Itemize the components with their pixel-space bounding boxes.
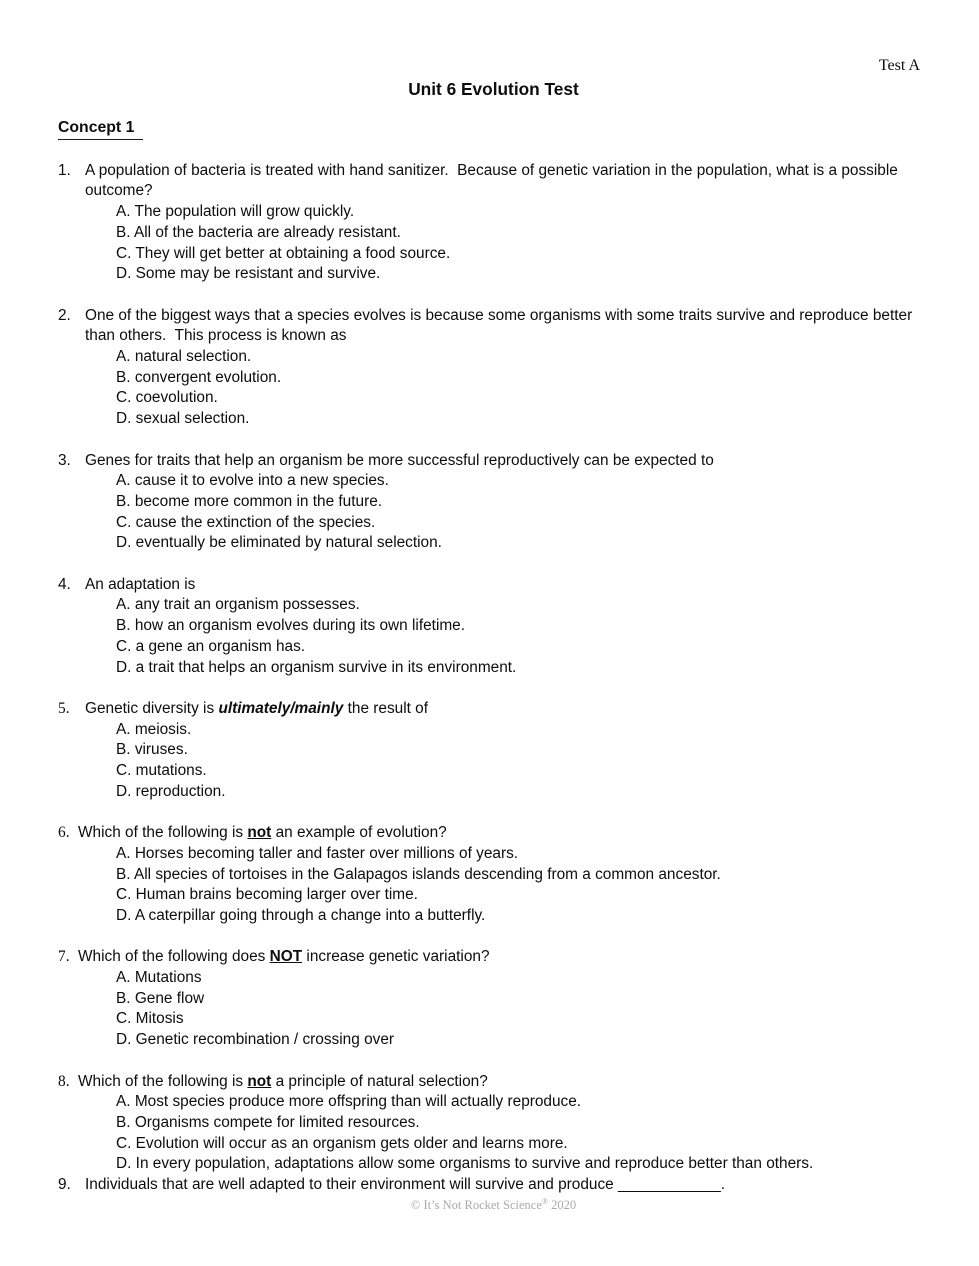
question-text	[85, 451, 929, 472]
answer-option-d: D. Genetic recombination / crossing over	[116, 1031, 395, 1049]
question-8-stem	[58, 1072, 929, 1093]
question-text-run: the result of	[343, 699, 429, 717]
question-8	[58, 1072, 929, 1176]
question-text-run: .	[720, 1176, 725, 1194]
answer-option-c: C. They will get better at obtaining a food source.	[116, 244, 451, 262]
answer-option-b: B. All of the bacteria are already resistant.	[116, 223, 401, 241]
question-number: 1.	[58, 161, 71, 179]
copyright-text: © It’s Not Rocket Science	[410, 1197, 542, 1212]
question-text-run: A population of bacteria is treated with hand sanitizer. Because of genetic variation in the population, what is a possible outcome?	[85, 161, 903, 200]
answer-option-c: C. a gene an organism has.	[116, 637, 306, 655]
question-6-options	[116, 844, 929, 927]
answer-option-c: C. Human brains becoming larger over time.	[116, 886, 418, 904]
answer-option-a: A. Most species produce more offspring than will actually reproduce.	[116, 1093, 582, 1111]
answer-option-d: D. sexual selection.	[116, 410, 250, 428]
question-text-run: Which of the following is	[78, 1072, 248, 1090]
question-9-stem	[58, 1175, 929, 1196]
question-text-run: Individuals that are well adapted to their environment will survive and produce	[85, 1176, 618, 1194]
question-5-options	[116, 720, 929, 803]
question-number: 3.	[58, 451, 71, 469]
question-6-stem	[58, 823, 929, 844]
question-text-run: Which of the following is	[78, 824, 248, 842]
answer-option-c: C. Evolution will occur as an organism gets older and learns more.	[116, 1134, 568, 1152]
copyright-year: 2020	[547, 1197, 577, 1212]
question-1-stem	[58, 161, 929, 202]
answer-option-a: A. cause it to evolve into a new species.	[116, 472, 389, 490]
question-text	[85, 306, 929, 347]
question-number: 6.	[58, 824, 70, 842]
answer-option-c: C. coevolution.	[116, 389, 218, 407]
fill-in-blank: ____________	[617, 1176, 721, 1194]
question-2	[58, 306, 929, 430]
question-9	[58, 1175, 929, 1196]
copyright-footer	[58, 1198, 929, 1213]
question-2-options	[116, 347, 929, 430]
answer-option-c: C. Mitosis	[116, 1010, 184, 1028]
question-text	[85, 161, 929, 202]
question-text-emphasis: not	[247, 824, 272, 842]
question-text	[85, 575, 929, 596]
answer-option-b: B. viruses.	[116, 741, 188, 759]
section-heading	[58, 117, 929, 140]
question-6	[58, 823, 929, 927]
answer-option-d: D. Some may be resistant and survive.	[116, 265, 381, 283]
question-3	[58, 451, 929, 555]
question-5-stem	[58, 699, 929, 720]
question-text-run: Genes for traits that help an organism be more successful reproductively can be expected to	[85, 451, 714, 469]
question-text-emphasis: NOT	[269, 948, 303, 966]
answer-option-a: A. The population will grow quickly.	[116, 203, 355, 221]
answer-option-b: B. Gene flow	[116, 989, 205, 1007]
answer-option-a: A. meiosis.	[116, 720, 192, 738]
question-number: 4.	[58, 575, 71, 593]
document-title: Unit 6 Evolution Test	[408, 79, 579, 99]
question-text-run: One of the biggest ways that a species evolves is because some organisms with some traits survive and reproduce better than others. This process is known as	[85, 306, 917, 345]
answer-option-b: B. become more common in the future.	[116, 492, 383, 510]
question-text	[78, 1072, 929, 1093]
answer-option-c: C. mutations.	[116, 762, 207, 780]
question-text	[85, 699, 929, 720]
question-number: 2.	[58, 306, 71, 324]
question-3-options	[116, 471, 929, 554]
question-5	[58, 699, 929, 803]
question-number: 9.	[58, 1176, 71, 1194]
question-text-emphasis: ultimately/mainly	[218, 699, 344, 717]
answer-option-d: D. eventually be eliminated by natural selection.	[116, 534, 442, 552]
question-4	[58, 575, 929, 679]
section-heading-text: Concept 1	[58, 117, 143, 140]
question-4-options	[116, 595, 929, 678]
question-1	[58, 161, 929, 285]
answer-option-d: D. In every population, adaptations allow some organisms to survive and reproduce better than others.	[116, 1155, 814, 1173]
question-text	[85, 1175, 929, 1196]
question-text-run: a principle of natural selection?	[271, 1072, 488, 1090]
question-number: 8.	[58, 1072, 70, 1090]
answer-option-a: A. Horses becoming taller and faster over millions of years.	[116, 844, 519, 862]
question-text	[78, 947, 929, 968]
answer-option-b: B. All species of tortoises in the Galapagos islands descending from a common ancestor.	[116, 865, 721, 883]
answer-option-d: D. A caterpillar going through a change into a butterfly.	[116, 906, 486, 924]
answer-option-d: D. a trait that helps an organism survive in its environment.	[116, 658, 517, 676]
question-4-stem	[58, 575, 929, 596]
answer-option-b: B. convergent evolution.	[116, 368, 282, 386]
answer-option-a: A. Mutations	[116, 969, 202, 987]
question-number: 7.	[58, 948, 70, 966]
question-7	[58, 947, 929, 1051]
question-text-emphasis: not	[247, 1072, 272, 1090]
question-8-options	[116, 1092, 929, 1175]
question-text-run: Which of the following does	[78, 948, 270, 966]
answer-option-a: A. any trait an organism possesses.	[116, 596, 360, 614]
answer-option-d: D. reproduction.	[116, 782, 226, 800]
question-2-stem	[58, 306, 929, 347]
question-number: 5.	[58, 699, 70, 717]
answer-option-b: B. how an organism evolves during its own lifetime.	[116, 617, 466, 635]
question-text-run: An adaptation is	[85, 575, 196, 593]
answer-option-a: A. natural selection.	[116, 348, 252, 365]
question-1-options	[116, 202, 929, 285]
registered-trademark-symbol: ®	[541, 1196, 548, 1206]
question-text-run: an example of evolution?	[271, 824, 447, 842]
question-7-stem	[58, 947, 929, 968]
question-text-run: increase genetic variation?	[302, 948, 490, 966]
question-text-run: Genetic diversity is	[85, 699, 219, 717]
test-version-label: Test A	[878, 57, 920, 74]
answer-option-b: B. Organisms compete for limited resources.	[116, 1113, 420, 1131]
question-7-options	[116, 968, 929, 1051]
question-3-stem	[58, 451, 929, 472]
question-text	[78, 823, 929, 844]
answer-option-c: C. cause the extinction of the species.	[116, 513, 376, 531]
